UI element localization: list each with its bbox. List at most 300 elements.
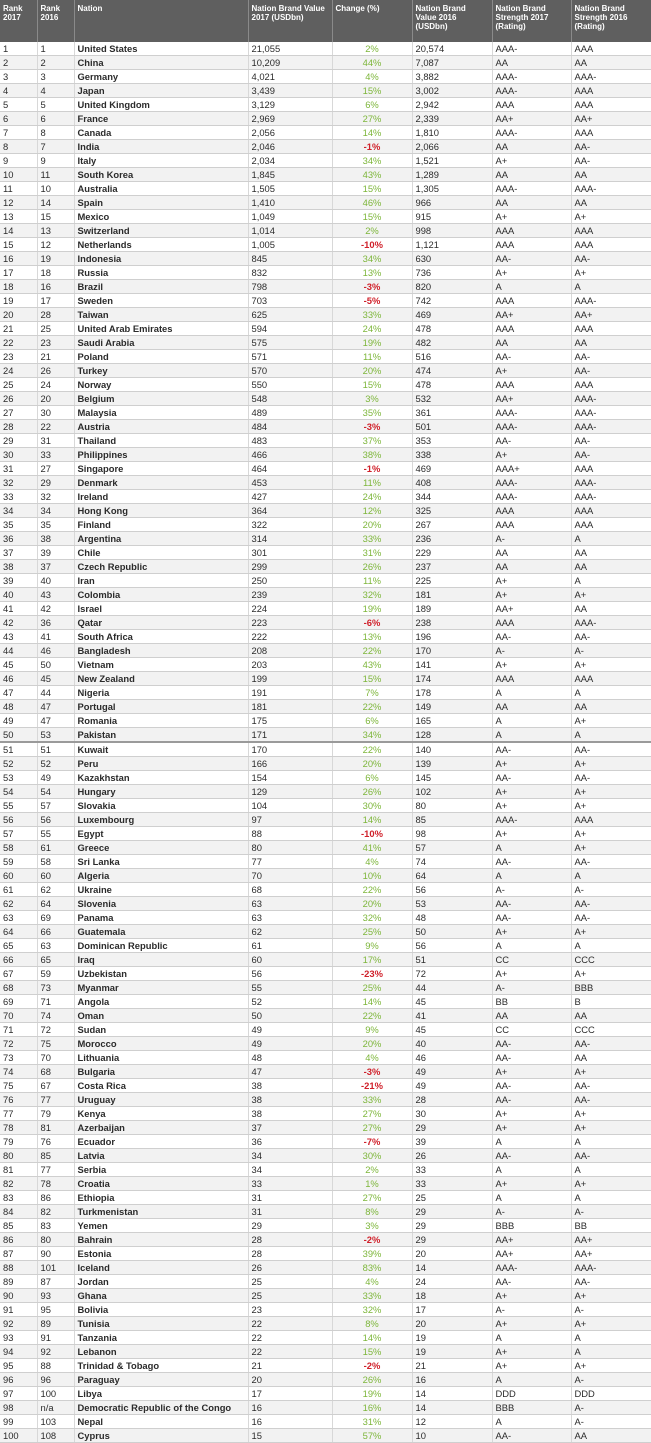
table-row <box>0 112 651 126</box>
rank-2017-cell: 77 <box>0 1107 37 1121</box>
strength-2016-cell: AAA- <box>571 392 651 406</box>
rank-2016-cell: 39 <box>37 546 74 560</box>
change-cell: 24% <box>332 490 412 504</box>
value-2017-cell: 21 <box>248 1359 332 1373</box>
value-2016-cell: 102 <box>412 785 492 799</box>
value-2017-cell: 453 <box>248 476 332 490</box>
nation-cell: Dominican Republic <box>74 939 248 953</box>
table-row <box>0 98 651 112</box>
value-2017-cell: 22 <box>248 1331 332 1345</box>
nation-cell: South Africa <box>74 630 248 644</box>
strength-2016-cell: A <box>571 574 651 588</box>
nation-cell: Kenya <box>74 1107 248 1121</box>
rank-2017-cell: 2 <box>0 56 37 70</box>
table-row <box>0 672 651 686</box>
nation-cell: Bahrain <box>74 1233 248 1247</box>
nation-cell: India <box>74 140 248 154</box>
value-2017-cell: 299 <box>248 560 332 574</box>
value-2016-cell: 2,339 <box>412 112 492 126</box>
nation-cell: Slovakia <box>74 799 248 813</box>
strength-2017-cell: A- <box>492 883 571 897</box>
strength-2016-cell: AA- <box>571 252 651 266</box>
strength-2016-cell: A <box>571 532 651 546</box>
value-2016-cell: 325 <box>412 504 492 518</box>
rank-2016-cell: 29 <box>37 476 74 490</box>
strength-2017-cell: AAA- <box>492 126 571 140</box>
strength-2017-cell: A+ <box>492 799 571 813</box>
nation-cell: Mexico <box>74 210 248 224</box>
rank-2016-cell: 3 <box>37 70 74 84</box>
rank-2017-cell: 27 <box>0 406 37 420</box>
rank-2017-cell: 40 <box>0 588 37 602</box>
value-2016-cell: 48 <box>412 911 492 925</box>
value-2016-cell: 20 <box>412 1247 492 1261</box>
rank-2017-cell: 3 <box>0 70 37 84</box>
strength-2016-cell: A+ <box>571 588 651 602</box>
rank-2016-cell: 75 <box>37 1037 74 1051</box>
table-row <box>0 1065 651 1079</box>
value-2016-cell: 361 <box>412 406 492 420</box>
nation-cell: Nigeria <box>74 686 248 700</box>
table-row <box>0 574 651 588</box>
rank-2016-cell: 53 <box>37 728 74 743</box>
nation-cell: Serbia <box>74 1163 248 1177</box>
value-2016-cell: 19 <box>412 1345 492 1359</box>
table-row <box>0 392 651 406</box>
nation-cell: Cyprus <box>74 1429 248 1443</box>
rank-2016-cell: 69 <box>37 911 74 925</box>
value-2016-cell: 532 <box>412 392 492 406</box>
change-cell: 22% <box>332 1009 412 1023</box>
rank-2017-cell: 19 <box>0 294 37 308</box>
strength-2017-cell: A+ <box>492 574 571 588</box>
table-row <box>0 967 651 981</box>
table-row <box>0 883 651 897</box>
change-cell: 17% <box>332 953 412 967</box>
change-cell: 13% <box>332 266 412 280</box>
value-2016-cell: 238 <box>412 616 492 630</box>
value-2017-cell: 3,129 <box>248 98 332 112</box>
strength-2017-cell: AA- <box>492 1429 571 1443</box>
change-cell: 14% <box>332 1331 412 1345</box>
value-2017-cell: 29 <box>248 1219 332 1233</box>
strength-2016-cell: AA- <box>571 448 651 462</box>
value-2017-cell: 20 <box>248 1373 332 1387</box>
value-2017-cell: 464 <box>248 462 332 476</box>
rank-2016-cell: 93 <box>37 1289 74 1303</box>
value-2017-cell: 199 <box>248 672 332 686</box>
rank-2016-cell: 32 <box>37 490 74 504</box>
strength-2016-cell: A+ <box>571 266 651 280</box>
value-2017-cell: 166 <box>248 757 332 771</box>
nation-cell: Iceland <box>74 1261 248 1275</box>
nation-cell: Bulgaria <box>74 1065 248 1079</box>
strength-2016-cell: AAA <box>571 504 651 518</box>
value-2016-cell: 21 <box>412 1359 492 1373</box>
table-row <box>0 518 651 532</box>
strength-2017-cell: AA- <box>492 1275 571 1289</box>
value-2017-cell: 49 <box>248 1037 332 1051</box>
strength-2017-cell: A <box>492 686 571 700</box>
change-cell: 6% <box>332 771 412 785</box>
strength-2017-cell: A <box>492 1331 571 1345</box>
rank-2017-cell: 43 <box>0 630 37 644</box>
value-2017-cell: 171 <box>248 728 332 743</box>
change-cell: 14% <box>332 995 412 1009</box>
value-2016-cell: 24 <box>412 1275 492 1289</box>
value-2016-cell: 630 <box>412 252 492 266</box>
nation-cell: Russia <box>74 266 248 280</box>
value-2016-cell: 501 <box>412 420 492 434</box>
strength-2016-cell: A+ <box>571 841 651 855</box>
strength-2016-cell: AA- <box>571 1093 651 1107</box>
rank-2016-cell: 28 <box>37 308 74 322</box>
strength-2017-cell: CC <box>492 953 571 967</box>
value-2016-cell: 736 <box>412 266 492 280</box>
rank-2017-cell: 96 <box>0 1373 37 1387</box>
change-cell: 34% <box>332 154 412 168</box>
rank-2017-cell: 97 <box>0 1387 37 1401</box>
strength-2017-cell: AA- <box>492 252 571 266</box>
change-cell: 26% <box>332 560 412 574</box>
strength-2016-cell: AAA <box>571 224 651 238</box>
change-cell: 6% <box>332 714 412 728</box>
rank-2017-cell: 29 <box>0 434 37 448</box>
rank-2016-cell: 22 <box>37 420 74 434</box>
table-row <box>0 364 651 378</box>
strength-2017-cell: A <box>492 280 571 294</box>
change-cell: 30% <box>332 799 412 813</box>
rank-2017-cell: 49 <box>0 714 37 728</box>
value-2016-cell: 49 <box>412 1079 492 1093</box>
rank-2016-cell: 26 <box>37 364 74 378</box>
strength-2016-cell: A+ <box>571 210 651 224</box>
nation-cell: Democratic Republic of the Congo <box>74 1401 248 1415</box>
change-cell: 22% <box>332 883 412 897</box>
change-cell: 27% <box>332 1121 412 1135</box>
nation-cell: Egypt <box>74 827 248 841</box>
table-row <box>0 841 651 855</box>
strength-2017-cell: AA- <box>492 630 571 644</box>
value-2017-cell: 70 <box>248 869 332 883</box>
rank-2016-cell: 78 <box>37 1177 74 1191</box>
table-row <box>0 434 651 448</box>
rank-2017-cell: 53 <box>0 771 37 785</box>
rank-2016-cell: 17 <box>37 294 74 308</box>
value-2017-cell: 50 <box>248 1009 332 1023</box>
change-cell: 32% <box>332 588 412 602</box>
rank-2017-cell: 62 <box>0 897 37 911</box>
value-2016-cell: 140 <box>412 742 492 757</box>
strength-2016-cell: AAA- <box>571 616 651 630</box>
rank-2016-cell: 36 <box>37 616 74 630</box>
change-cell: -5% <box>332 294 412 308</box>
strength-2017-cell: A <box>492 869 571 883</box>
nation-cell: Taiwan <box>74 308 248 322</box>
value-2017-cell: 1,505 <box>248 182 332 196</box>
value-2017-cell: 2,034 <box>248 154 332 168</box>
change-cell: -7% <box>332 1135 412 1149</box>
value-2016-cell: 19 <box>412 1331 492 1345</box>
value-2016-cell: 20,574 <box>412 42 492 56</box>
table-row <box>0 308 651 322</box>
value-2017-cell: 1,014 <box>248 224 332 238</box>
value-2017-cell: 301 <box>248 546 332 560</box>
change-cell: 19% <box>332 602 412 616</box>
strength-2016-cell: AA <box>571 546 651 560</box>
rank-2017-cell: 83 <box>0 1191 37 1205</box>
nation-cell: Jordan <box>74 1275 248 1289</box>
table-row <box>0 1289 651 1303</box>
rank-2017-cell: 26 <box>0 392 37 406</box>
value-2017-cell: 845 <box>248 252 332 266</box>
strength-2016-cell: A- <box>571 644 651 658</box>
rank-2017-cell: 81 <box>0 1163 37 1177</box>
nation-cell: Kazakhstan <box>74 771 248 785</box>
strength-2017-cell: A <box>492 1373 571 1387</box>
change-cell: 4% <box>332 855 412 869</box>
rank-2016-cell: 101 <box>37 1261 74 1275</box>
value-2016-cell: 478 <box>412 378 492 392</box>
value-2017-cell: 63 <box>248 911 332 925</box>
strength-2017-cell: AA- <box>492 1149 571 1163</box>
table-row <box>0 224 651 238</box>
strength-2016-cell: A+ <box>571 714 651 728</box>
rank-2017-cell: 23 <box>0 350 37 364</box>
rank-2017-cell: 50 <box>0 728 37 743</box>
change-cell: 16% <box>332 1401 412 1415</box>
value-2017-cell: 129 <box>248 785 332 799</box>
change-cell: -3% <box>332 420 412 434</box>
strength-2017-cell: A <box>492 1135 571 1149</box>
nation-cell: Slovenia <box>74 897 248 911</box>
strength-2016-cell: AA+ <box>571 112 651 126</box>
nation-cell: Spain <box>74 196 248 210</box>
rank-2016-cell: 44 <box>37 686 74 700</box>
change-cell: -1% <box>332 140 412 154</box>
rank-2016-cell: 91 <box>37 1331 74 1345</box>
strength-2016-cell: A+ <box>571 1121 651 1135</box>
table-row <box>0 294 651 308</box>
nation-cell: Oman <box>74 1009 248 1023</box>
header-value-2017: Nation Brand Value 2017 (USDbn) <box>248 0 332 42</box>
table-row <box>0 168 651 182</box>
strength-2016-cell: AA- <box>571 911 651 925</box>
strength-2017-cell: A+ <box>492 1289 571 1303</box>
change-cell: 15% <box>332 378 412 392</box>
rank-2016-cell: 57 <box>37 799 74 813</box>
change-cell: 27% <box>332 112 412 126</box>
table-row <box>0 897 651 911</box>
value-2017-cell: 550 <box>248 378 332 392</box>
rank-2017-cell: 47 <box>0 686 37 700</box>
strength-2016-cell: BBB <box>571 981 651 995</box>
strength-2017-cell: AA <box>492 56 571 70</box>
strength-2016-cell: A+ <box>571 799 651 813</box>
table-row <box>0 630 651 644</box>
nation-cell: Ecuador <box>74 1135 248 1149</box>
value-2016-cell: 44 <box>412 981 492 995</box>
change-cell: 34% <box>332 252 412 266</box>
change-cell: 30% <box>332 1149 412 1163</box>
change-cell: 57% <box>332 1429 412 1443</box>
change-cell: 2% <box>332 1163 412 1177</box>
rank-2016-cell: 37 <box>37 560 74 574</box>
table-row <box>0 462 651 476</box>
value-2017-cell: 1,005 <box>248 238 332 252</box>
nation-cell: Czech Republic <box>74 560 248 574</box>
rank-2016-cell: 90 <box>37 1247 74 1261</box>
strength-2016-cell: AA- <box>571 630 651 644</box>
strength-2017-cell: AA <box>492 336 571 350</box>
value-2017-cell: 2,056 <box>248 126 332 140</box>
rank-2017-cell: 63 <box>0 911 37 925</box>
value-2017-cell: 832 <box>248 266 332 280</box>
value-2017-cell: 28 <box>248 1233 332 1247</box>
strength-2017-cell: A- <box>492 1205 571 1219</box>
value-2017-cell: 10,209 <box>248 56 332 70</box>
value-2016-cell: 14 <box>412 1261 492 1275</box>
table-row <box>0 1415 651 1429</box>
rank-2017-cell: 68 <box>0 981 37 995</box>
value-2017-cell: 322 <box>248 518 332 532</box>
rank-2016-cell: 87 <box>37 1275 74 1289</box>
strength-2017-cell: AA- <box>492 897 571 911</box>
nation-cell: Myanmar <box>74 981 248 995</box>
rank-2017-cell: 9 <box>0 154 37 168</box>
change-cell: 2% <box>332 224 412 238</box>
rank-2017-cell: 7 <box>0 126 37 140</box>
nation-cell: Portugal <box>74 700 248 714</box>
table-row <box>0 742 651 757</box>
value-2016-cell: 50 <box>412 925 492 939</box>
change-cell: 22% <box>332 644 412 658</box>
rank-2017-cell: 79 <box>0 1135 37 1149</box>
value-2016-cell: 237 <box>412 560 492 574</box>
rank-2016-cell: 77 <box>37 1093 74 1107</box>
value-2016-cell: 469 <box>412 308 492 322</box>
table-row <box>0 210 651 224</box>
table-row <box>0 1233 651 1247</box>
strength-2016-cell: A+ <box>571 1289 651 1303</box>
strength-2016-cell: AA <box>571 168 651 182</box>
nation-cell: Denmark <box>74 476 248 490</box>
value-2016-cell: 64 <box>412 869 492 883</box>
table-row <box>0 490 651 504</box>
nation-cell: Colombia <box>74 588 248 602</box>
strength-2017-cell: AA- <box>492 855 571 869</box>
table-row <box>0 322 651 336</box>
strength-2016-cell: AA- <box>571 434 651 448</box>
table-row <box>0 981 651 995</box>
value-2016-cell: 33 <box>412 1177 492 1191</box>
strength-2016-cell: CCC <box>571 1023 651 1037</box>
table-row <box>0 728 651 743</box>
rank-2017-cell: 41 <box>0 602 37 616</box>
rank-2016-cell: 103 <box>37 1415 74 1429</box>
value-2017-cell: 17 <box>248 1387 332 1401</box>
rank-2017-cell: 8 <box>0 140 37 154</box>
rank-2017-cell: 84 <box>0 1205 37 1219</box>
rank-2017-cell: 34 <box>0 504 37 518</box>
rank-2016-cell: 33 <box>37 448 74 462</box>
rank-2017-cell: 18 <box>0 280 37 294</box>
change-cell: 33% <box>332 532 412 546</box>
nation-cell: United Kingdom <box>74 98 248 112</box>
strength-2017-cell: AA+ <box>492 1247 571 1261</box>
strength-2017-cell: A+ <box>492 364 571 378</box>
rank-2017-cell: 76 <box>0 1093 37 1107</box>
strength-2017-cell: AAA <box>492 518 571 532</box>
nation-cell: Thailand <box>74 434 248 448</box>
rank-2016-cell: 45 <box>37 672 74 686</box>
value-2017-cell: 34 <box>248 1149 332 1163</box>
strength-2017-cell: AAA- <box>492 42 571 56</box>
change-cell: 46% <box>332 196 412 210</box>
value-2017-cell: 224 <box>248 602 332 616</box>
nation-cell: Turkey <box>74 364 248 378</box>
strength-2016-cell: AA <box>571 700 651 714</box>
strength-2017-cell: AAA <box>492 98 571 112</box>
change-cell: 35% <box>332 406 412 420</box>
value-2016-cell: 56 <box>412 883 492 897</box>
nation-cell: China <box>74 56 248 70</box>
value-2017-cell: 80 <box>248 841 332 855</box>
change-cell: 25% <box>332 925 412 939</box>
strength-2017-cell: AA <box>492 196 571 210</box>
table-row <box>0 1023 651 1037</box>
value-2017-cell: 3,439 <box>248 84 332 98</box>
rank-2016-cell: 88 <box>37 1359 74 1373</box>
strength-2017-cell: A <box>492 1415 571 1429</box>
strength-2017-cell: AAA <box>492 616 571 630</box>
value-2016-cell: 225 <box>412 574 492 588</box>
table-row <box>0 154 651 168</box>
table-row <box>0 84 651 98</box>
rank-2016-cell: 95 <box>37 1303 74 1317</box>
nation-cell: Ireland <box>74 490 248 504</box>
strength-2017-cell: AA <box>492 700 571 714</box>
strength-2016-cell: A- <box>571 1303 651 1317</box>
strength-2017-cell: A+ <box>492 967 571 981</box>
rank-2017-cell: 55 <box>0 799 37 813</box>
value-2017-cell: 203 <box>248 658 332 672</box>
table-row <box>0 799 651 813</box>
strength-2017-cell: A+ <box>492 1359 571 1373</box>
value-2016-cell: 165 <box>412 714 492 728</box>
value-2017-cell: 1,845 <box>248 168 332 182</box>
strength-2017-cell: AAA <box>492 378 571 392</box>
strength-2016-cell: AA- <box>571 1079 651 1093</box>
rank-2017-cell: 1 <box>0 42 37 56</box>
rank-2017-cell: 46 <box>0 672 37 686</box>
nation-cell: Finland <box>74 518 248 532</box>
value-2017-cell: 154 <box>248 771 332 785</box>
value-2016-cell: 2,066 <box>412 140 492 154</box>
change-cell: 44% <box>332 56 412 70</box>
value-2016-cell: 18 <box>412 1289 492 1303</box>
rank-2016-cell: 65 <box>37 953 74 967</box>
strength-2016-cell: A+ <box>571 1317 651 1331</box>
nation-cell: Brazil <box>74 280 248 294</box>
rank-2017-cell: 24 <box>0 364 37 378</box>
rank-2017-cell: 75 <box>0 1079 37 1093</box>
strength-2016-cell: AA+ <box>571 308 651 322</box>
strength-2017-cell: A <box>492 728 571 743</box>
change-cell: 6% <box>332 98 412 112</box>
rank-2017-cell: 17 <box>0 266 37 280</box>
table-row <box>0 813 651 827</box>
